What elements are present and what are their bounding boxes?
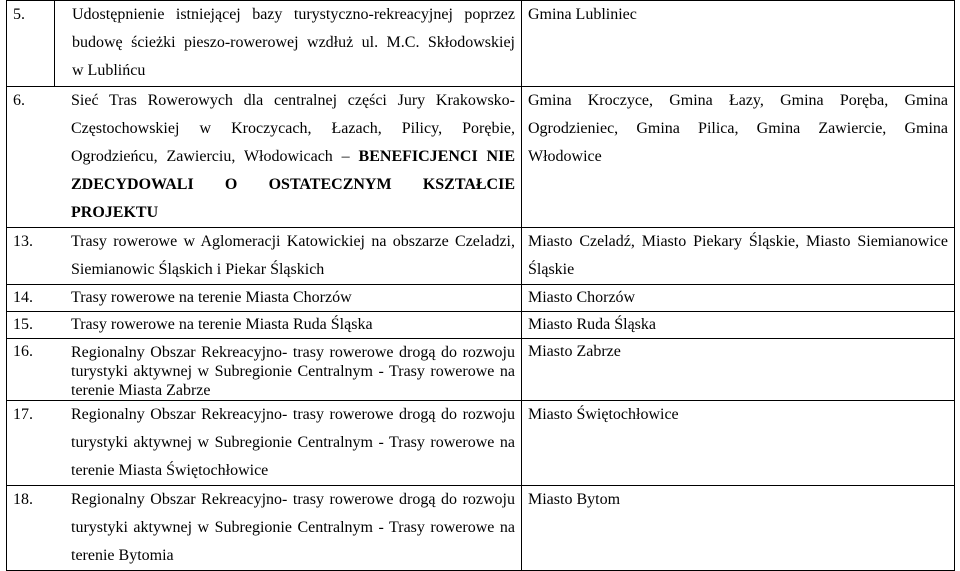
table-row: [7, 228, 955, 285]
project-name-cell: [7, 285, 522, 312]
project-name-line: turystyki aktywnej w Subregionie Centralnym - Trasy rowerowe na: [71, 363, 515, 380]
projects-table: [6, 0, 955, 571]
row-number: 16.: [13, 343, 33, 360]
project-name-line: terenie Miasta Świętochłowice: [71, 462, 269, 479]
row-number: 5.: [13, 6, 25, 23]
project-name-line: Siemianowic Śląskich i Piekar Śląskich: [71, 261, 325, 278]
project-note-line: ZDECYDOWALI O OSTATECZNYM KSZTAŁCIE: [71, 176, 515, 193]
project-name-cell: [7, 486, 522, 571]
beneficiary-cell: [522, 1, 955, 87]
project-name-line: Regionalny Obszar Rekreacyjno- trasy rowerowe drogą do rozwoju: [71, 406, 515, 423]
project-name-cell: [7, 339, 522, 401]
project-name-line: Częstochowskiej w Kroczycach, Łazach, Pilicy, Porębie,: [71, 120, 515, 137]
table-row: [7, 401, 955, 486]
beneficiary-cell: [522, 285, 955, 312]
beneficiary-line: Włodowice: [528, 148, 602, 165]
project-name-line: Regionalny Obszar Rekreacyjno- trasy rowerowe drogą do rozwoju: [71, 344, 515, 361]
project-name-line: Trasy rowerowe w Aglomeracji Katowickiej na obszarze Czeladzi,: [71, 233, 515, 250]
project-name-line: terenie Miasta Zabrze: [71, 382, 211, 399]
project-name-line: turystyki aktywnej w Subregionie Centralnym - Trasy rowerowe na: [71, 519, 515, 536]
beneficiary: Miasto Bytom: [528, 491, 621, 508]
table-row: [7, 339, 955, 401]
project-name-line: w Lublińcu: [72, 62, 146, 79]
project-name-line: budowę ścieżki pieszo-rowerowej wzdłuż ul. M.C. Skłodowskiej: [72, 34, 515, 51]
beneficiary-cell: [522, 339, 955, 401]
project-name-line: Regionalny Obszar Rekreacyjno- trasy rowerowe drogą do rozwoju: [71, 491, 515, 508]
beneficiary: Miasto Zabrze: [528, 343, 621, 360]
beneficiary-cell: [522, 486, 955, 571]
project-name-cell: [7, 228, 522, 285]
table-row: [7, 285, 955, 312]
beneficiary: Miasto Ruda Śląska: [528, 316, 656, 333]
beneficiary-line: Gmina Lubliniec: [528, 6, 637, 23]
beneficiary-line: Śląskie: [528, 261, 575, 278]
row-number: 14.: [13, 289, 33, 306]
beneficiary-cell: [522, 312, 955, 339]
table-row: [7, 312, 955, 339]
row-number-cell: [7, 1, 55, 87]
project-name-cell: [7, 312, 522, 339]
project-name-cell: [55, 1, 522, 87]
row-number: 18.: [13, 491, 33, 508]
project-note-line: PROJEKTU: [71, 204, 159, 221]
project-note-bold: BENEFICJENCI NIE: [358, 148, 516, 165]
project-name-line-with-note: [71, 143, 515, 171]
project-name-text: Ogrodzieńcu, Zawierciu, Włodowicach –: [71, 148, 350, 165]
row-number: 6.: [13, 92, 25, 109]
beneficiary-cell: [522, 87, 955, 228]
beneficiary: Miasto Świętochłowice: [528, 406, 679, 423]
beneficiary-cell: [522, 228, 955, 285]
project-name-line: terenie Bytomia: [71, 547, 174, 564]
project-name-line: Sieć Tras Rowerowych dla centralnej części Jury Krakowsko-: [71, 92, 515, 109]
beneficiary-cell: [522, 401, 955, 486]
project-name: Trasy rowerowe na terenie Miasta Ruda Śląska: [71, 316, 373, 333]
beneficiary-line: Gmina Kroczyce, Gmina Łazy, Gmina Poręba, Gmina: [528, 92, 948, 109]
project-name-cell: [7, 87, 522, 228]
row-number: 15.: [13, 316, 33, 333]
table-row: [7, 87, 955, 228]
beneficiary-line: Ogrodzieniec, Gmina Pilica, Gmina Zawiercie, Gmina: [528, 120, 948, 137]
project-name-line: turystyki aktywnej w Subregionie Centralnym - Trasy rowerowe na: [71, 434, 515, 451]
table-row: [7, 1, 955, 87]
beneficiary-line: Miasto Czeladź, Miasto Piekary Śląskie, Miasto Siemianowice: [528, 233, 948, 250]
project-name-line: Udostępnienie istniejącej bazy turystyczno-rekreacyjnej poprzez: [72, 6, 515, 23]
project-name: Trasy rowerowe na terenie Miasta Chorzów: [71, 289, 352, 306]
table-row: [7, 486, 955, 571]
project-name-cell: [7, 401, 522, 486]
beneficiary: Miasto Chorzów: [528, 289, 636, 306]
row-number: 13.: [13, 233, 33, 250]
row-number: 17.: [13, 406, 33, 423]
